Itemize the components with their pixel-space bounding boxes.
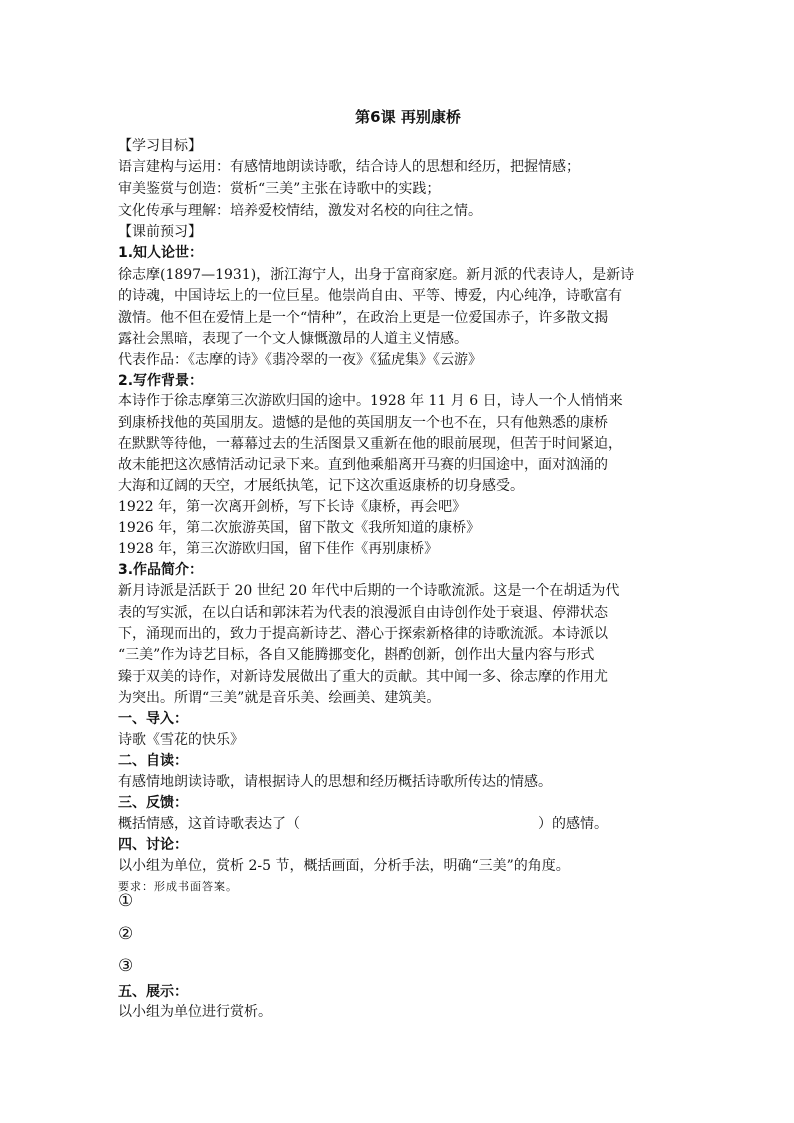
preview-header: 【课前预习】	[118, 224, 202, 240]
step4-heading: 四、讨论：	[118, 837, 188, 853]
step2-heading: 二、自读：	[118, 753, 188, 769]
step1-text: 诗歌《雪花的快乐》	[118, 732, 244, 748]
background-line: 本诗作于徐志摩第三次游欧归国的途中。1928 年 11 月 6 日，诗人一个人悄悄来	[118, 393, 623, 409]
background-line: 大海和辽阔的天空，才展纸执笔，记下这次重返康桥的切身感受。	[118, 478, 524, 494]
step3-text-a: 概括情感，这首诗歌表达了（	[118, 816, 300, 832]
page-title: 第6课 再别康桥	[355, 108, 461, 126]
step1-heading: 一、导入：	[118, 711, 188, 727]
intro-line: 表的写实派，在以白话和郭沫若为代表的浪漫派自由诗创作处于衰退、停滞状态	[118, 605, 608, 621]
background-line: 在默默等待他，一幕幕过去的生活图景又重新在他的眼前展现，但苦于时间紧迫，	[118, 436, 622, 452]
author-line: 露社会黑暗，表现了一个文人慷慨激昂的人道主义情感。	[118, 331, 468, 347]
author-line: 的诗魂，中国诗坛上的一位巨星。他崇尚自由、平等、博爱，内心纯净，诗歌富有	[118, 288, 622, 304]
background-line: 故未能把这次感情活动记录下来。直到他乘船离开马赛的归国途中，面对汹涌的	[118, 457, 608, 473]
step3-text-b: ）的感情。	[538, 816, 608, 832]
background-line: 到康桥找他的英国朋友。遗憾的是他的英国朋友一个也不在，只有他熟悉的康桥	[118, 415, 608, 431]
goals-header: 【学习目标】	[118, 138, 202, 154]
answer-marker-3: ③	[118, 956, 134, 976]
step3-heading: 三、反馈：	[118, 795, 188, 811]
background-line: 1922 年，第一次离开剑桥，写下长诗《康桥，再会吧》	[118, 499, 467, 515]
step4-requirement: 要求：形成书面答案。	[118, 880, 238, 893]
intro-line: 为突出。所谓“三美”就是音乐美、绘画美、建筑美。	[118, 690, 441, 706]
background-heading: 2.写作背景：	[118, 373, 204, 389]
author-works: 代表作品：《志摩的诗》《翡冷翠的一夜》《猛虎集》《云游》	[118, 352, 482, 368]
step4-text: 以小组为单位，赏析 2-5 节，概括画面，分析手法，明确“三美”的角度。	[118, 858, 570, 874]
step5-text: 以小组为单位进行赏析。	[118, 1004, 272, 1020]
author-line: 激情。他不但在爱情上是一个“情种”，在政治上更是一位爱国赤子，许多散文揭	[118, 310, 609, 326]
intro-line: “三美”作为诗艺目标，各自又能腾挪变化，斟酌创新，创作出大量内容与形式	[118, 647, 595, 663]
goal-item: 语言建构与运用：有感情地朗读诗歌，结合诗人的思想和经历，把握情感；	[118, 159, 580, 175]
intro-line: 下，涌现而出的，致力于提高新诗艺、潜心于探索新格律的诗歌流派。本诗派以	[118, 626, 608, 642]
author-heading: 1.知人论世：	[118, 245, 204, 261]
step5-heading: 五、展示：	[118, 984, 188, 1000]
step2-text: 有感情地朗读诗歌，请根据诗人的思想和经历概括诗歌所传达的情感。	[118, 774, 552, 790]
answer-marker-1: ①	[118, 891, 134, 911]
answer-marker-2: ②	[118, 924, 134, 944]
intro-line: 臻于双美的诗作，对新诗发展做出了重大的贡献。其中闻一多、徐志摩的作用尤	[118, 669, 608, 685]
intro-heading: 3.作品简介：	[118, 562, 204, 578]
goal-item: 文化传承与理解：培养爱校情结，激发对名校的向往之情。	[118, 203, 482, 219]
goal-item: 审美鉴赏与创造：赏析“三美”主张在诗歌中的实践；	[118, 181, 441, 197]
background-line: 1928 年，第三次游欧归国，留下佳作《再别康桥》	[118, 541, 439, 557]
intro-line: 新月诗派是活跃于 20 世纪 20 年代中后期的一个诗歌流派。这是一个在胡适为代	[118, 583, 620, 599]
background-line: 1926 年，第二次旅游英国，留下散文《我所知道的康桥》	[118, 520, 481, 536]
author-line: 徐志摩(1897—1931)，浙江海宁人，出身于富商家庭。新月派的代表诗人，是新诗	[118, 267, 635, 283]
